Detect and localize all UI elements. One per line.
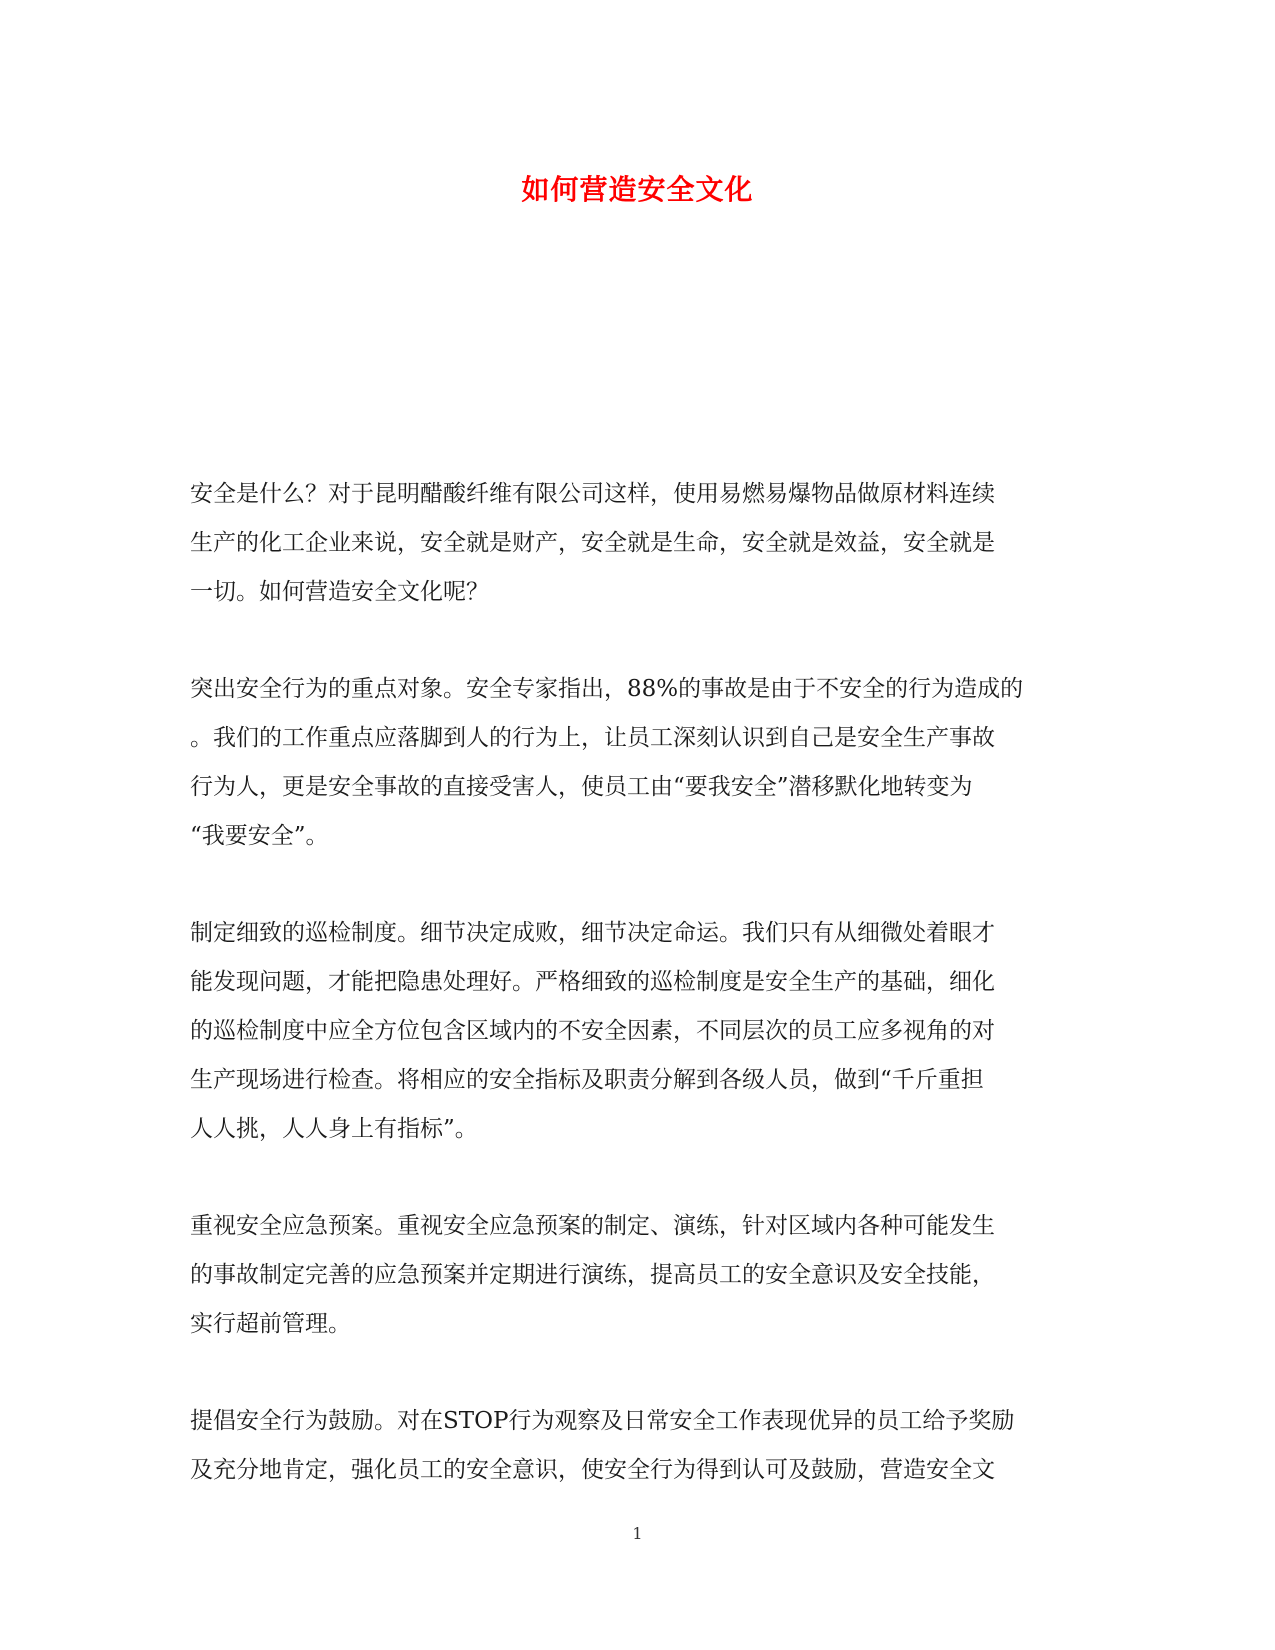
paragraph-line: 重视安全应急预案。重视安全应急预案的制定、演练，针对区域内各种可能发生 [190,1213,995,1239]
paragraph-line: 生产现场进行检查。将相应的安全指标及职责分解到各级人员，做到“千斤重担 [190,1067,984,1093]
paragraph-line: “我要安全”。 [190,823,329,849]
paragraph-line: 提倡安全行为鼓励。对在STOP行为观察及日常安全工作表现优异的员工给予奖励 [190,1408,1015,1434]
paragraph-line: 一切。如何营造安全文化呢？ [190,579,489,605]
paragraph-line: 生产的化工企业来说，安全就是财产，安全就是生命，安全就是效益，安全就是 [190,530,995,556]
paragraph-5 [190,1397,1080,1495]
paragraph-line: 的事故制定完善的应急预案并定期进行演练，提高员工的安全意识及安全技能， [190,1262,995,1288]
paragraph-line: 人人挑，人人身上有指标”。 [190,1116,478,1142]
paragraph-3 [190,909,1080,1154]
paragraph-line: 。我们的工作重点应落脚到人的行为上，让员工深刻认识到自己是安全生产事故 [190,725,995,751]
paragraph-line: 安全是什么？对于昆明醋酸纤维有限公司这样，使用易燃易爆物品做原材料连续 [190,481,995,507]
paragraph-line: 及充分地肯定，强化员工的安全意识，使安全行为得到认可及鼓励，营造安全文 [190,1457,995,1483]
page-number: 1 [632,1524,643,1543]
paragraph-line: 能发现问题，才能把隐患处理好。严格细致的巡检制度是安全生产的基础，细化 [190,969,995,995]
paragraph-line: 实行超前管理。 [190,1311,351,1337]
paragraph-line: 制定细致的巡检制度。细节决定成败，细节决定命运。我们只有从细微处着眼才 [190,920,995,946]
paragraph-1 [190,470,1080,617]
paragraph-line: 行为人，更是安全事故的直接受害人，使员工由“要我安全”潜移默化地转变为 [190,774,973,800]
paragraph-2 [190,665,1080,861]
document-title: 如何营造安全文化 [521,173,754,206]
paragraph-line: 突出安全行为的重点对象。安全专家指出，88%的事故是由于不安全的行为造成的 [190,676,1024,702]
paragraph-line: 的巡检制度中应全方位包含区域内的不安全因素，不同层次的员工应多视角的对 [190,1018,995,1044]
document-body [190,470,1080,1543]
paragraph-4 [190,1202,1080,1349]
